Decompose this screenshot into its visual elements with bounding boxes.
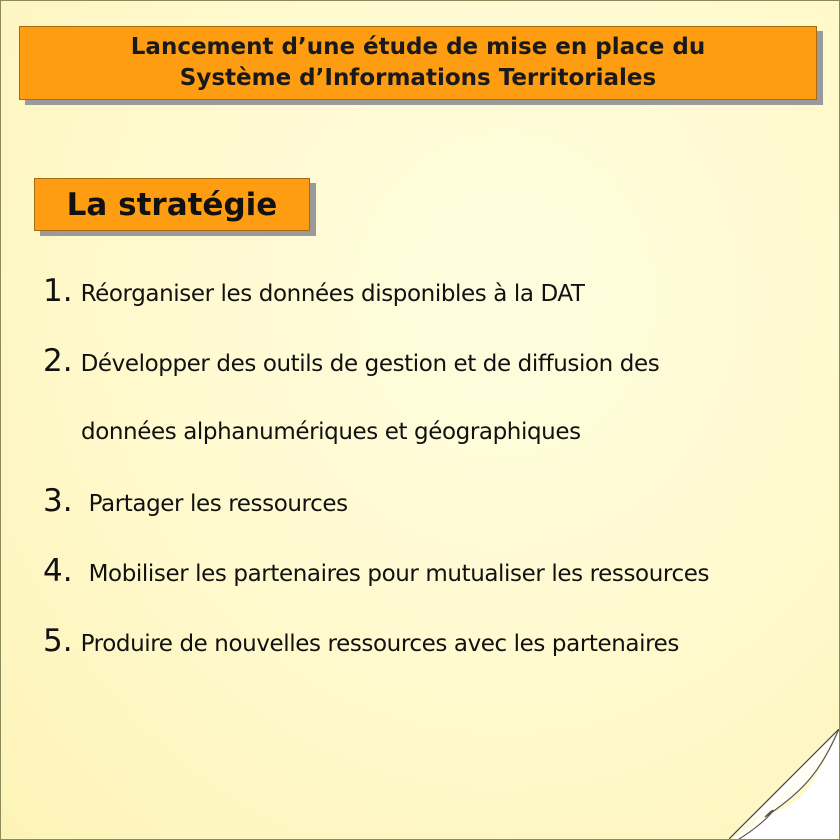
title-line-2: Système d’Informations Territoriales <box>179 65 657 91</box>
list-number: 5. <box>43 623 73 659</box>
list-text: Partager les ressources <box>88 491 348 517</box>
title-banner <box>19 26 817 100</box>
page-curl-icon <box>729 729 839 839</box>
section-heading: La stratégie <box>34 178 310 231</box>
list-text: Produire de nouvelles ressources avec les partenaires <box>80 631 679 657</box>
title-line-1: Lancement d’une étude de mise en place du <box>130 34 706 60</box>
list-text: Réorganiser les données disponibles à la DAT <box>80 281 585 307</box>
list-item-1 <box>43 273 585 313</box>
list-number: 2. <box>43 343 73 379</box>
list-text: Mobiliser les partenaires pour mutualiser les ressources <box>88 561 710 587</box>
list-text: Développer des outils de gestion et de diffusion des <box>80 351 660 377</box>
list-item-4 <box>43 553 709 593</box>
list-item-2 <box>43 343 659 383</box>
list-number: 4. <box>43 553 73 589</box>
list-item-5 <box>43 623 679 663</box>
list-number: 1. <box>43 273 73 309</box>
list-item-3 <box>43 483 348 523</box>
list-text-continued: données alphanumériques et géographiques <box>81 419 581 445</box>
list-number: 3. <box>43 483 73 519</box>
